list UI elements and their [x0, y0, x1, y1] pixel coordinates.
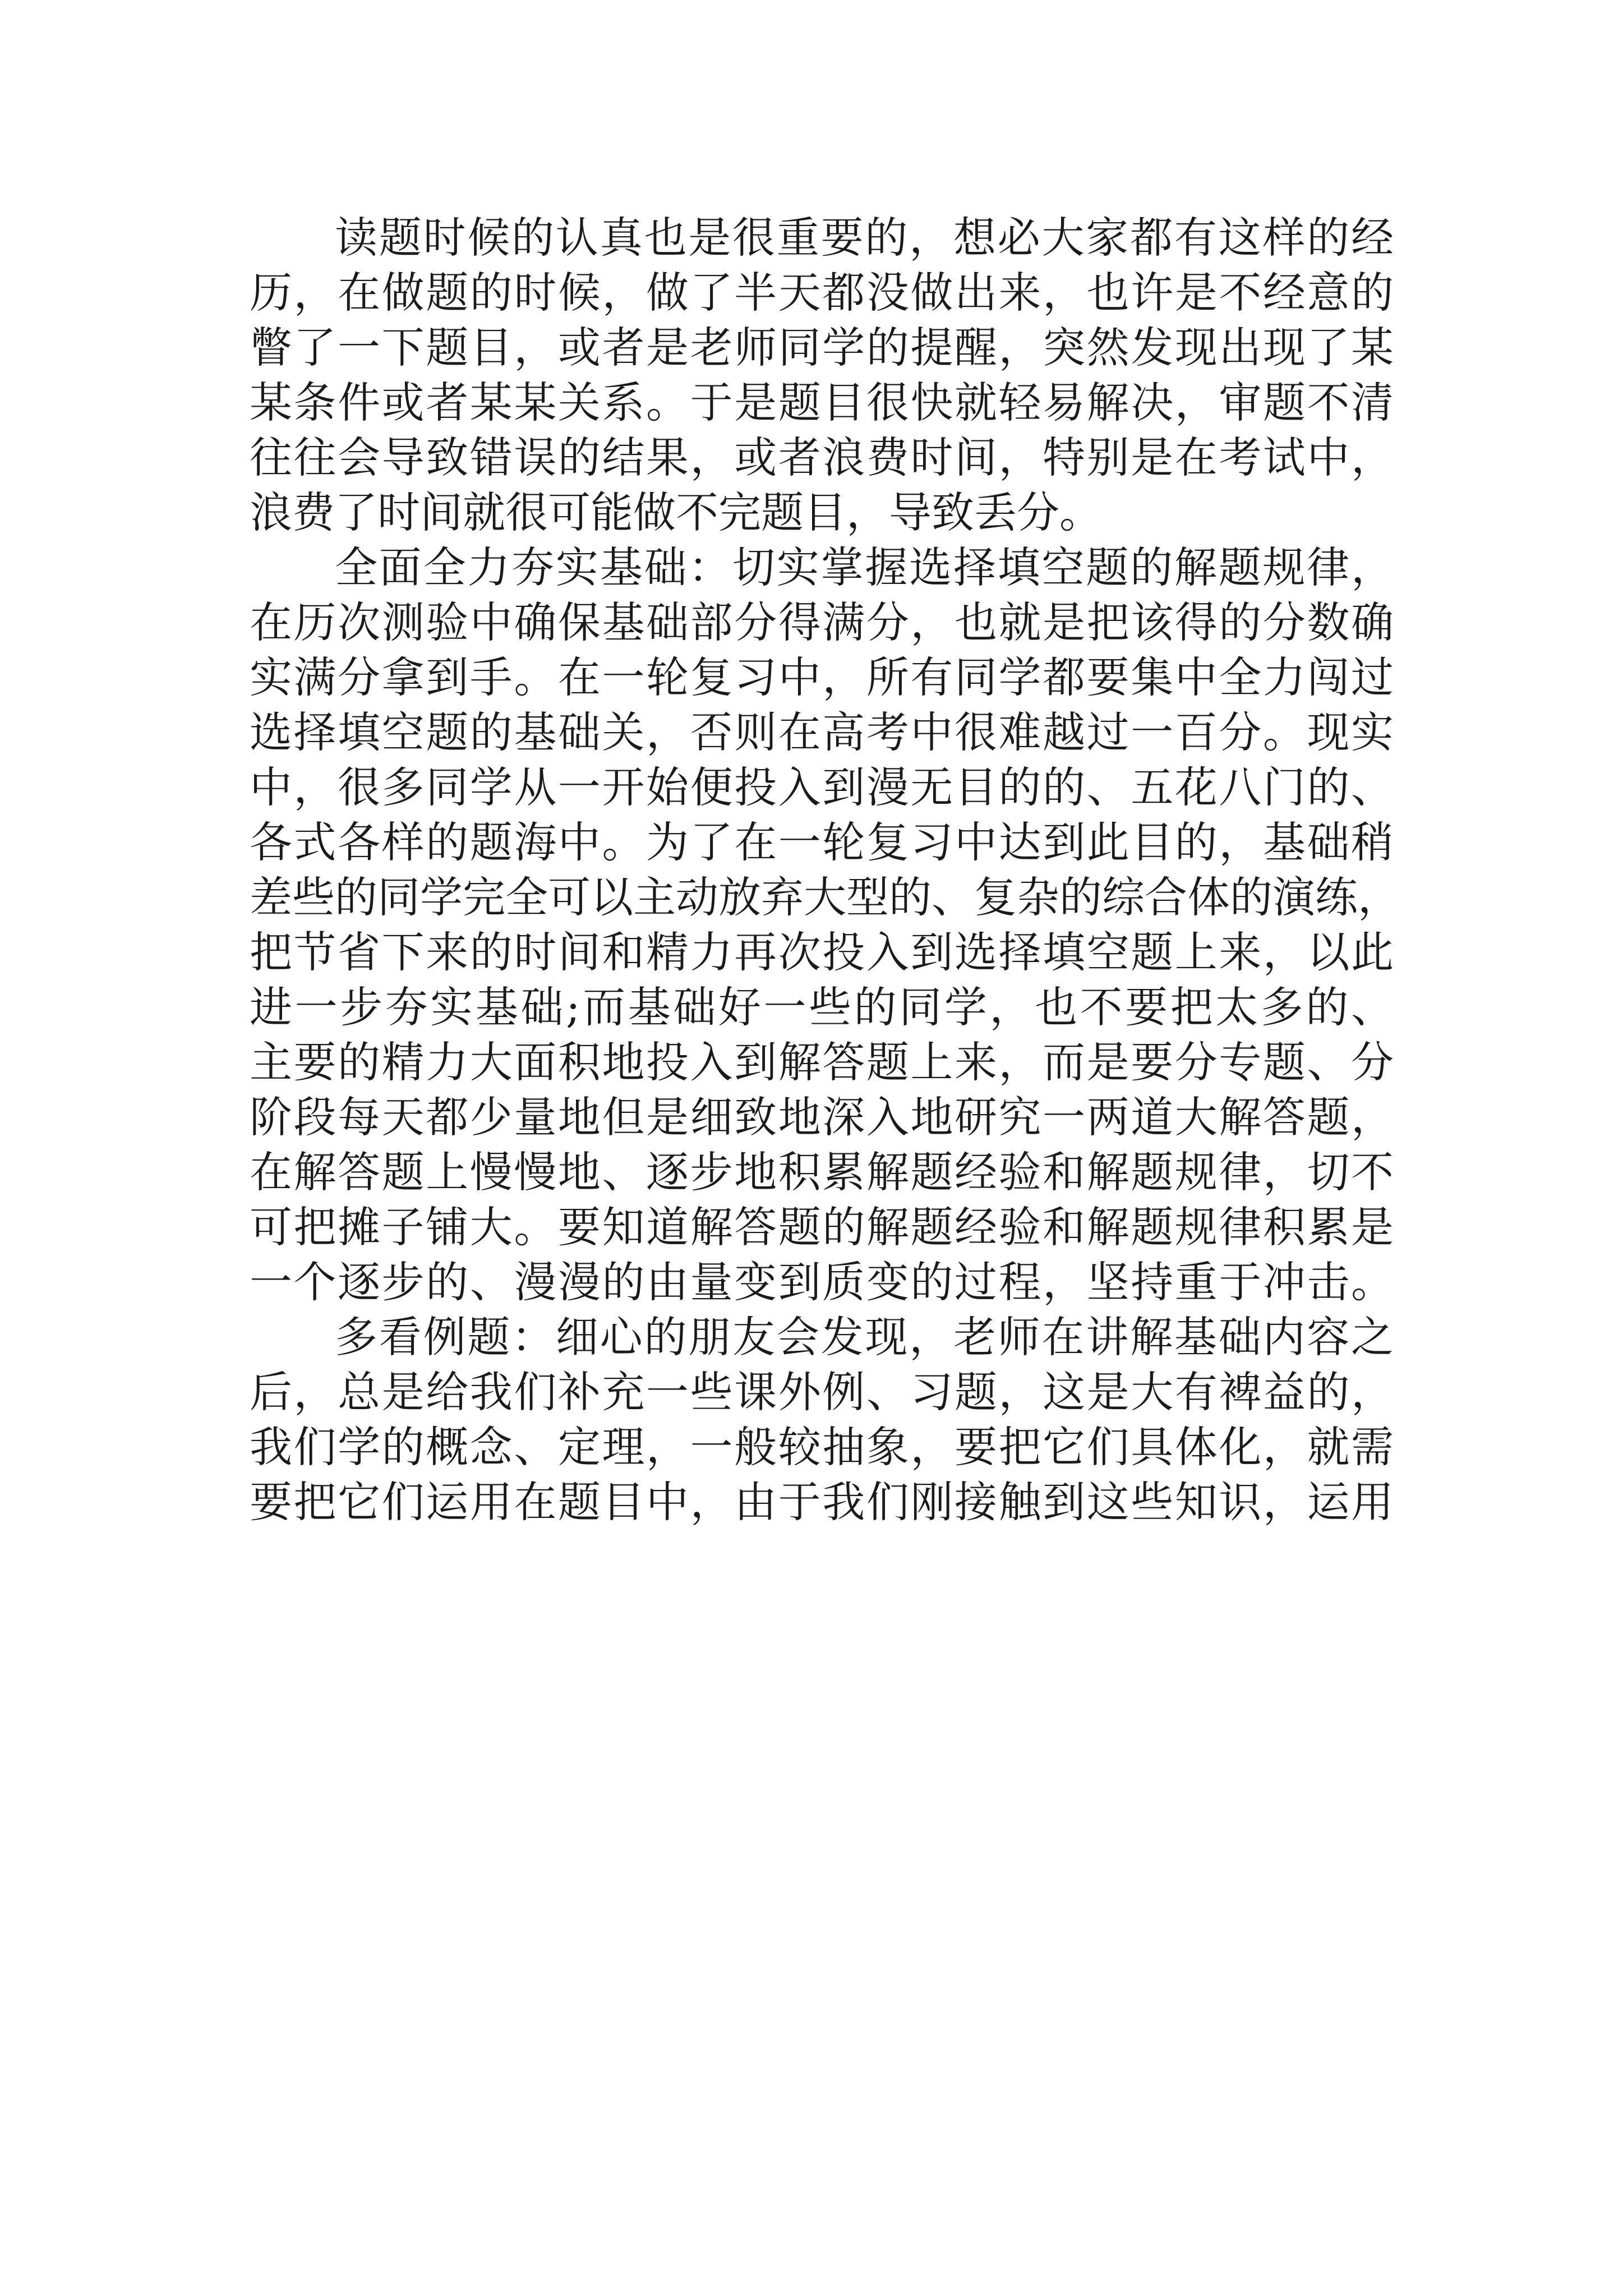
text-line: 要把它们运用在题目中，由于我们刚接触到这些知识，运用 — [250, 1477, 1394, 1527]
text-line: 历，在做题的时候，做了半天都没做出来，也许是不经意的 — [250, 268, 1394, 318]
text-line: 浪费了时间就很可能做不完题目，导致丢分。 — [250, 487, 1102, 537]
text-line: 我们学的概念、定理，一般较抽象，要把它们具体化，就需 — [250, 1422, 1394, 1472]
paragraph-1 — [250, 210, 1394, 540]
text-line: 差些的同学完全可以主动放弃大型的、复杂的综合体的演练， — [250, 872, 1400, 922]
text-line: 实满分拿到手。在一轮复习中，所有同学都要集中全力闯过 — [250, 652, 1394, 702]
text-line: 在历次测验中确保基础部分得满分，也就是把该得的分数确 — [250, 597, 1394, 647]
text-line: 往往会导致错误的结果，或者浪费时间，特别是在考试中， — [250, 432, 1394, 482]
text-line: 后，总是给我们补充一些课外例、习题，这是大有裨益的， — [250, 1367, 1394, 1417]
text-line: 各式各样的题海中。为了在一轮复习中达到此目的，基础稍 — [250, 817, 1394, 867]
text-line: 阶段每天都少量地但是细致地深入地研究一两道大解答题， — [250, 1092, 1394, 1142]
text-line: 读题时候的认真也是很重要的，想必大家都有这样的经 — [335, 213, 1394, 263]
text-line: 瞥了一下题目，或者是老师同学的提醒，突然发现出现了某 — [250, 323, 1394, 372]
text-line: 进一步夯实基础;而基础好一些的同学，也不要把太多的、 — [250, 982, 1394, 1032]
text-line: 一个逐步的、漫漫的由量变到质变的过程，坚持重于冲击。 — [250, 1257, 1394, 1307]
text-line: 中，很多同学从一开始便投入到漫无目的的、五花八门的、 — [250, 762, 1394, 812]
text-line: 把节省下来的时间和精力再次投入到选择填空题上来，以此 — [250, 927, 1394, 977]
paragraph-3 — [250, 1310, 1394, 1530]
document-body — [250, 210, 1400, 1530]
text-line: 主要的精力大面积地投入到解答题上来，而是要分专题、分 — [250, 1037, 1394, 1087]
text-line: 全面全力夯实基础：切实掌握选择填空题的解题规律， — [335, 542, 1394, 592]
text-line: 某条件或者某某关系。于是题目很快就轻易解决，审题不清 — [250, 378, 1394, 427]
text-line: 在解答题上慢慢地、逐步地积累解题经验和解题规律，切不 — [250, 1147, 1394, 1197]
text-line: 多看例题：细心的朋友会发现，老师在讲解基础内容之 — [335, 1312, 1394, 1362]
paragraph-2 — [250, 540, 1400, 1310]
text-line: 可把摊子铺大。要知道解答题的解题经验和解题规律积累是 — [250, 1202, 1394, 1252]
text-line: 选择填空题的基础关，否则在高考中很难越过一百分。现实 — [250, 707, 1394, 757]
